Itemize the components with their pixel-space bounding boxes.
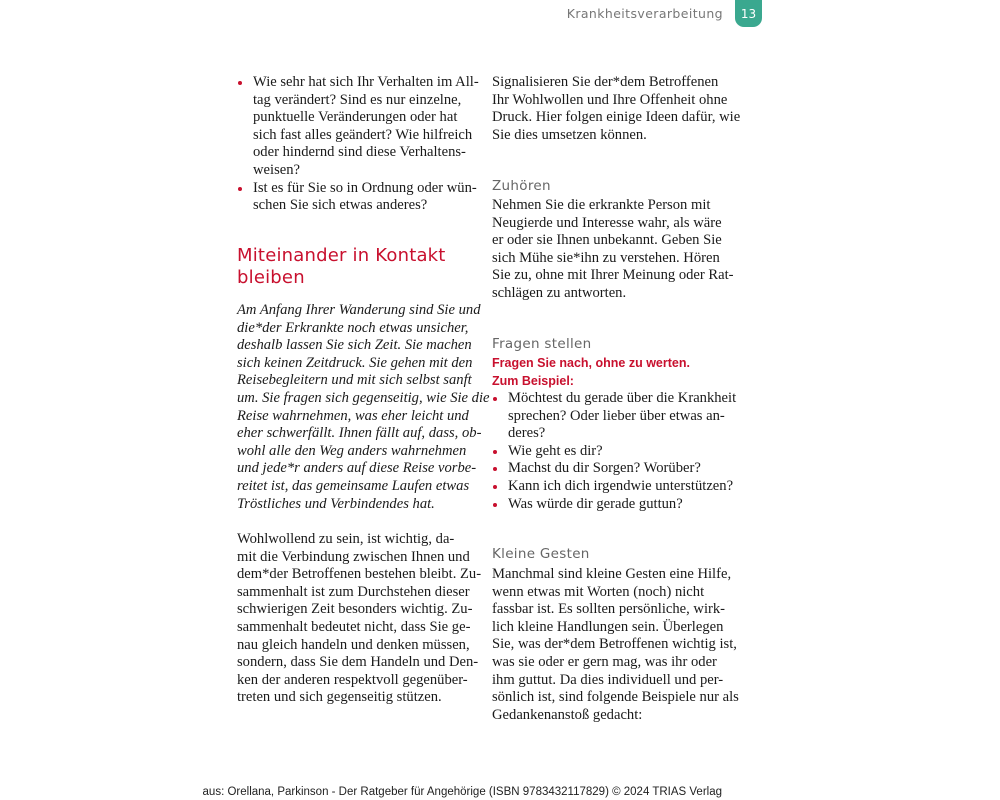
text-line: um. Sie fragen sich gegenseitig, wie Sie die: [237, 389, 490, 406]
text-line: Sie dies umsetzen können.: [492, 126, 647, 143]
text-line: Druck. Hier folgen einige Ideen dafür, wie: [492, 109, 741, 126]
zuhoeren-paragraph: [492, 197, 737, 303]
fragen-highlight: [492, 355, 690, 390]
list-item: [492, 390, 737, 443]
text-line: nau gleich handeln und denken müssen,: [237, 636, 470, 653]
list-item: [492, 478, 737, 496]
text-line: deres?: [508, 425, 546, 442]
text-line: Manchmal sind kleine Gesten eine Hilfe,: [492, 566, 732, 582]
text-line: reitet ist, das gemeinsame Laufen etwas: [237, 477, 470, 494]
text-line: dem*der Betroffenen bestehen bleibt. Zu-: [237, 566, 482, 583]
text-line: mit die Verbindung zwischen Ihnen und: [237, 548, 470, 565]
text-line: Sie zu, ohne mit Ihrer Meinung oder Rat-: [492, 267, 734, 284]
text-line: Nehmen Sie die erkrankte Person mit: [492, 197, 711, 213]
fragen-bullet-list: [492, 390, 737, 513]
text-line: treten und sich gegenseitig stützen.: [237, 689, 442, 706]
text-line: sprechen? Oder lieber über etwas an-: [508, 407, 725, 424]
intro-paragraph: [237, 302, 490, 513]
text-line: Gedankenanstoß gedacht:: [492, 706, 643, 723]
text-line: sich keinen Zeitdruck. Sie gehen mit den: [237, 354, 473, 371]
subheading-zuhoeren: Zuhören: [492, 178, 551, 194]
list-item: [492, 496, 737, 514]
text-line: deshalb lassen Sie sich Zeit. Sie machen: [237, 337, 472, 354]
running-header: Krankheitsverarbeitung: [566, 6, 723, 21]
text-line: Sie, was der*dem Betroffenen wichtig ist,: [492, 636, 737, 653]
list-item: [237, 180, 482, 215]
text-line: oder hindernd sind diese Verhaltens-: [253, 144, 466, 161]
text-line: Wohlwollend zu sein, ist wichtig, da-: [237, 531, 455, 547]
text-line: ihm guttut. Da dies individuell und per-: [492, 671, 724, 688]
text-line: Ihr Wohlwollen und Ihre Offenheit ohne: [492, 91, 728, 108]
list-item: [492, 460, 737, 478]
text-line: Wie sehr hat sich Ihr Verhalten im All-: [253, 74, 479, 90]
text-line: Möchtest du gerade über die Krankheit: [508, 390, 737, 406]
subheading-fragen: Fragen stellen: [492, 336, 592, 352]
text-line: weisen?: [253, 161, 301, 178]
text-line: Was würde dir gerade guttun?: [508, 495, 683, 512]
text-line: und jede*r anders auf diese Reise vorbe-: [237, 460, 477, 477]
text-line: schen Sie sich etwas anderes?: [253, 197, 428, 214]
text-line: was sie oder er gern mag, was ihr oder: [492, 653, 717, 670]
text-line: sammenhalt bedeutet nicht, dass Sie ge-: [237, 618, 471, 635]
text-line: Fragen Sie nach, ohne zu werten.: [492, 356, 690, 370]
page-number-badge: 13: [735, 0, 762, 27]
text-line: fassbar ist. Es sollten persönliche, wirk-: [492, 601, 726, 618]
text-line: Wie geht es dir?: [508, 442, 603, 459]
text-line: Zum Beispiel:: [492, 373, 574, 388]
text-line: punktuelle Veränderungen oder hat: [253, 109, 458, 126]
text-line: tag verändert? Sind es nur einzelne,: [253, 91, 462, 108]
gesten-paragraph: [492, 566, 737, 724]
text-line: Ist es für Sie so in Ordnung oder wün-: [253, 179, 477, 196]
text-line: wohl alle den Weg anders wahrnehmen: [237, 442, 467, 459]
section-heading: [237, 245, 446, 289]
text-line: die*der Erkrankte noch etwas unsicher,: [237, 319, 469, 336]
text-line: er oder sie Ihnen unbekannt. Geben Sie: [492, 232, 722, 249]
list-item: [492, 443, 737, 461]
text-line: Am Anfang Ihrer Wanderung sind Sie und: [237, 302, 481, 318]
text-line: eher schwerfällt. Ihnen fällt auf, dass, ob-: [237, 425, 482, 442]
text-line: schwierigen Zeit besonders wichtig. Zu-: [237, 601, 473, 618]
text-line: sönlich ist, sind folgende Beispiele nur als: [492, 689, 739, 706]
left-bullet-list: [237, 74, 482, 215]
text-line: Reisebegleitern und mit sich selbst sanft: [237, 372, 472, 389]
text-line: sich fast alles geändert? Wie hilfreich: [253, 126, 473, 143]
body-paragraph: [237, 531, 482, 707]
text-line: lich kleine Handlungen sein. Überlegen: [492, 618, 724, 635]
text-line: sondern, dass Sie dem Handeln und Den-: [237, 654, 479, 671]
text-line: Kann ich dich irgendwie unterstützen?: [508, 477, 734, 494]
right-intro-paragraph: [492, 74, 741, 144]
text-line: Machst du dir Sorgen? Worüber?: [508, 460, 701, 477]
text-line: ken der anderen respektvoll gegenüber-: [237, 671, 468, 688]
text-line: bleiben: [237, 267, 305, 288]
text-line: wenn etwas mit Worten (noch) nicht: [492, 583, 705, 600]
text-line: sammenhalt ist zum Durchstehen dieser: [237, 583, 470, 600]
list-item: [237, 74, 482, 180]
source-footer: aus: Orellana, Parkinson - Der Ratgeber für Angehörige (ISBN 9783432117829) © 2024 TRIAS Verlag: [202, 786, 722, 798]
subheading-gesten: Kleine Gesten: [492, 546, 590, 562]
text-line: Miteinander in Kontakt: [237, 245, 446, 266]
text-line: Reise wahrnehmen, was eher leicht und: [237, 407, 469, 424]
text-line: schlägen zu antworten.: [492, 284, 627, 301]
text-line: sich Mühe sie*ihn zu verstehen. Hören: [492, 249, 720, 266]
text-line: Tröstliches und Verbindendes hat.: [237, 495, 435, 512]
text-line: Signalisieren Sie der*dem Betroffenen: [492, 74, 719, 90]
text-line: Neugierde und Interesse wahr, als wäre: [492, 214, 722, 231]
